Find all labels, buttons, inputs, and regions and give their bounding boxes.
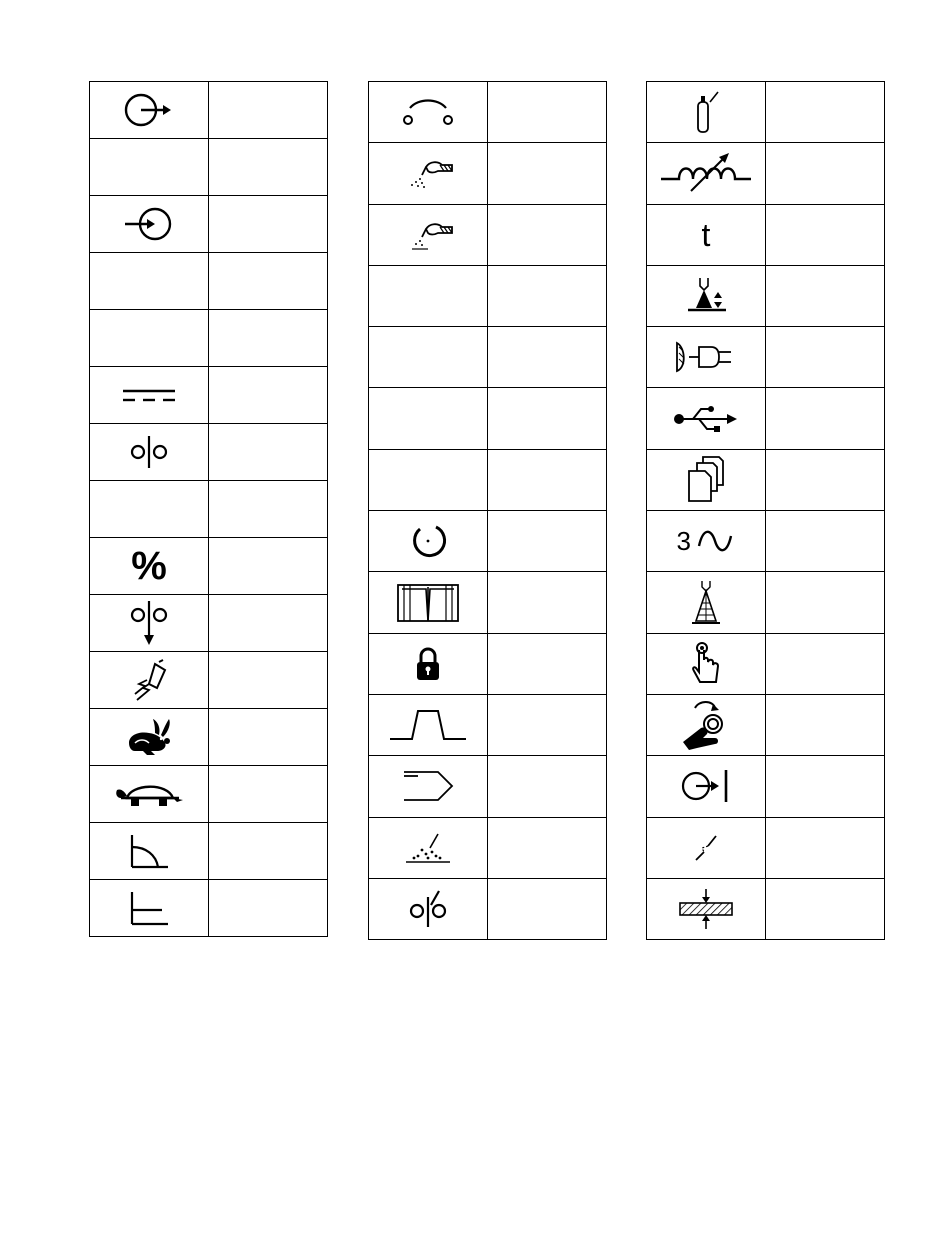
table-row	[90, 709, 328, 766]
symbol-cell	[90, 709, 209, 766]
circle-arrow-out-icon	[119, 90, 179, 130]
padlock-icon	[413, 644, 443, 684]
usb-icon	[671, 401, 741, 437]
description-cell	[209, 595, 328, 652]
table-row	[90, 82, 328, 139]
wire-feed-down-icon	[124, 599, 174, 647]
table-row	[369, 388, 607, 449]
description-cell	[766, 204, 885, 265]
description-cell	[488, 694, 607, 755]
table-row	[90, 367, 328, 424]
symbol-cell	[90, 538, 209, 595]
percent-icon: %	[131, 544, 167, 588]
circle-arrow-stop-icon	[676, 766, 736, 806]
description-cell	[209, 709, 328, 766]
description-cell	[209, 367, 328, 424]
description-cell	[488, 143, 607, 204]
description-cell	[209, 253, 328, 310]
table-row	[90, 538, 328, 595]
symbol-cell	[369, 817, 488, 878]
symbol-cell	[90, 652, 209, 709]
description-cell	[488, 204, 607, 265]
symbol-cell	[647, 511, 766, 572]
description-cell	[488, 817, 607, 878]
description-cell	[488, 265, 607, 326]
symbol-cell	[369, 511, 488, 572]
symbol-cell	[90, 196, 209, 253]
description-cell	[488, 82, 607, 143]
symbol-cell	[647, 449, 766, 510]
table-row	[647, 143, 885, 204]
table-row	[369, 633, 607, 694]
description-cell	[766, 388, 885, 449]
description-cell	[488, 633, 607, 694]
inductance-adjust-icon	[659, 151, 753, 195]
arc-height-icon	[676, 274, 736, 318]
description-cell	[488, 572, 607, 633]
gun-trigger-icon	[127, 658, 171, 702]
description-cell	[488, 756, 607, 817]
description-cell	[766, 756, 885, 817]
symbol-cell	[647, 878, 766, 939]
symbol-cell	[369, 388, 488, 449]
description-cell	[766, 633, 885, 694]
table-row	[90, 481, 328, 538]
description-cell	[488, 327, 607, 388]
description-cell	[209, 766, 328, 823]
table-row	[647, 82, 885, 143]
table-row	[647, 511, 885, 572]
table-row	[369, 449, 607, 510]
table-row	[90, 196, 328, 253]
mig-torch-icon	[398, 155, 458, 191]
three-phase-ac-icon	[695, 526, 735, 556]
droop-curve-icon	[124, 831, 174, 871]
table-row	[369, 511, 607, 572]
material-thickness-icon	[674, 887, 738, 931]
description-cell	[209, 880, 328, 937]
symbol-table-left	[89, 81, 328, 937]
table-row	[369, 817, 607, 878]
wire-feed-rolls-icon	[124, 434, 174, 470]
table-row	[90, 823, 328, 880]
documents-stack-icon	[681, 455, 731, 505]
description-cell	[766, 572, 885, 633]
table-row	[90, 310, 328, 367]
flat-curve-icon	[124, 888, 174, 928]
symbol-cell	[90, 139, 209, 196]
table-row	[647, 327, 885, 388]
table-row	[647, 817, 885, 878]
table-row	[90, 766, 328, 823]
symbol-cell	[647, 756, 766, 817]
description-cell	[488, 388, 607, 449]
description-cell	[766, 817, 885, 878]
description-cell	[766, 449, 885, 510]
description-cell	[766, 82, 885, 143]
knob-dial-icon	[406, 519, 450, 563]
description-cell	[209, 424, 328, 481]
symbol-cell	[647, 817, 766, 878]
description-cell	[209, 538, 328, 595]
description-cell	[209, 310, 328, 367]
description-cell	[209, 652, 328, 709]
symbol-cell	[90, 253, 209, 310]
symbol-cell	[369, 143, 488, 204]
symbol-cell	[90, 310, 209, 367]
mig-torch-alt-icon	[398, 217, 458, 253]
table-row	[369, 204, 607, 265]
table-row	[647, 572, 885, 633]
symbol-cell	[369, 82, 488, 143]
description-cell	[209, 196, 328, 253]
symbol-cell	[369, 449, 488, 510]
wire-feed-cut-icon	[403, 889, 453, 929]
symbol-cell	[647, 694, 766, 755]
table-row	[90, 139, 328, 196]
direct-current-icon	[119, 380, 179, 410]
table-row	[90, 253, 328, 310]
description-cell	[766, 327, 885, 388]
table-row	[369, 756, 607, 817]
description-cell	[766, 694, 885, 755]
description-cell	[488, 449, 607, 510]
table-row	[369, 82, 607, 143]
table-row	[90, 880, 328, 937]
table-row	[647, 633, 885, 694]
three-phase-label: 3	[676, 526, 691, 557]
description-cell	[209, 823, 328, 880]
table-row	[369, 143, 607, 204]
symbol-cell	[647, 143, 766, 204]
symbol-cell	[369, 878, 488, 939]
symbol-table-middle	[368, 81, 607, 940]
description-cell	[766, 143, 885, 204]
electrode-tip-icon	[398, 766, 458, 806]
spatter-icon	[398, 828, 458, 868]
symbol-cell	[647, 204, 766, 265]
symbol-cell	[90, 595, 209, 652]
table-row	[90, 595, 328, 652]
description-cell	[766, 265, 885, 326]
table-row	[647, 449, 885, 510]
symbol-cell	[90, 82, 209, 139]
table-row	[90, 424, 328, 481]
symbol-cell	[369, 265, 488, 326]
turtle-slow-icon	[113, 774, 185, 814]
description-cell	[488, 878, 607, 939]
rabbit-fast-icon	[123, 717, 175, 757]
description-cell	[209, 139, 328, 196]
table-row	[90, 652, 328, 709]
table-row	[647, 756, 885, 817]
symbol-cell	[369, 327, 488, 388]
table-row	[647, 265, 885, 326]
symbol-cell	[90, 367, 209, 424]
description-cell	[209, 82, 328, 139]
symbol-cell	[90, 481, 209, 538]
table-row	[647, 388, 885, 449]
symbol-cell	[369, 694, 488, 755]
time-t-icon: t	[701, 216, 711, 253]
wall-plug-icon	[671, 337, 741, 377]
table-row	[369, 694, 607, 755]
gas-cylinder-icon	[686, 88, 726, 136]
symbol-cell	[647, 327, 766, 388]
symbol-cell	[369, 572, 488, 633]
table-row	[369, 572, 607, 633]
table-row	[647, 204, 885, 265]
symbol-cell	[90, 823, 209, 880]
symbol-cell	[647, 82, 766, 143]
description-cell	[766, 511, 885, 572]
symbol-cell	[90, 424, 209, 481]
table-row	[369, 327, 607, 388]
symbol-cell	[647, 265, 766, 326]
description-cell	[766, 878, 885, 939]
manual-book-icon	[392, 581, 464, 625]
pulse-waveform-icon	[386, 705, 470, 745]
symbol-cell	[369, 756, 488, 817]
symbol-cell	[647, 388, 766, 449]
table-row	[369, 265, 607, 326]
description-cell	[488, 511, 607, 572]
arc-cone-icon	[686, 579, 726, 627]
table-row	[647, 694, 885, 755]
finger-press-icon	[686, 640, 726, 688]
circle-arrow-in-icon	[119, 204, 179, 244]
open-contact-icon	[398, 94, 458, 130]
symbol-cell	[90, 880, 209, 937]
symbol-cell	[90, 766, 209, 823]
description-cell	[209, 481, 328, 538]
symbol-cell	[369, 633, 488, 694]
table-row	[647, 878, 885, 939]
hand-rotate-icon	[679, 698, 733, 752]
symbol-cell	[369, 204, 488, 265]
symbol-cell	[647, 633, 766, 694]
arc-length-icon	[686, 828, 726, 868]
table-row	[369, 878, 607, 939]
symbol-table-right	[646, 81, 885, 940]
symbol-cell	[647, 572, 766, 633]
